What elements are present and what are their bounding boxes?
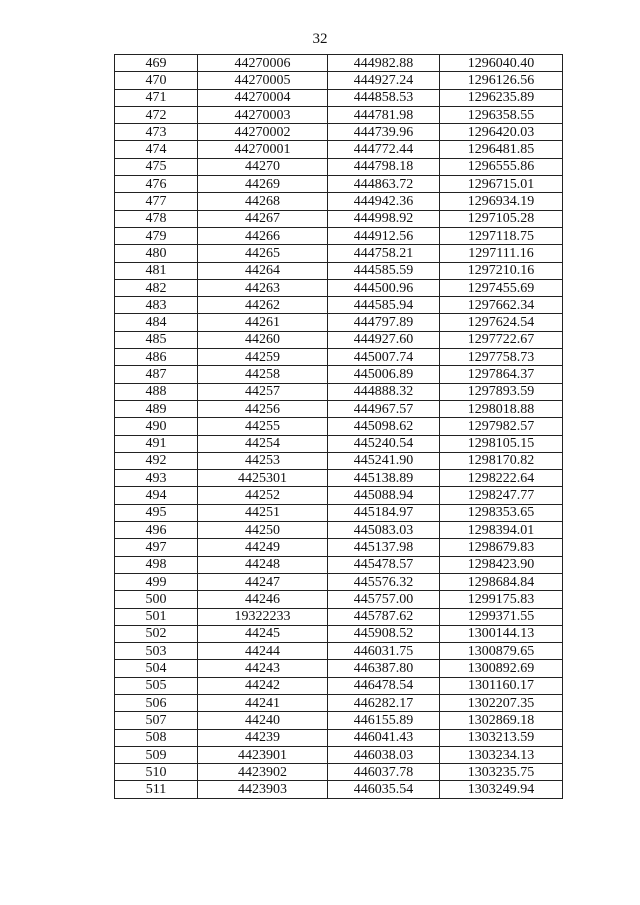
y-coordinate-cell: 1297455.69 [440, 279, 563, 296]
point-id-cell: 44239 [198, 729, 328, 746]
y-coordinate-cell: 1302869.18 [440, 712, 563, 729]
point-number-cell: 473 [115, 124, 198, 141]
table-row [115, 262, 563, 279]
table-row [115, 89, 563, 106]
x-coordinate-cell: 444927.60 [328, 331, 440, 348]
y-coordinate-cell: 1296420.03 [440, 124, 563, 141]
table-row [115, 279, 563, 296]
table-row [115, 297, 563, 314]
x-coordinate-cell: 446035.54 [328, 781, 440, 798]
y-coordinate-cell: 1298247.77 [440, 487, 563, 504]
point-number-cell: 509 [115, 746, 198, 763]
table-row [115, 331, 563, 348]
x-coordinate-cell: 444858.53 [328, 89, 440, 106]
point-number-cell: 506 [115, 694, 198, 711]
y-coordinate-cell: 1296555.86 [440, 158, 563, 175]
x-coordinate-cell: 445908.52 [328, 625, 440, 642]
point-id-cell: 44254 [198, 435, 328, 452]
point-id-cell: 44270001 [198, 141, 328, 158]
point-number-cell: 489 [115, 400, 198, 417]
y-coordinate-cell: 1296040.40 [440, 55, 563, 72]
point-id-cell: 44262 [198, 297, 328, 314]
coordinates-table [114, 54, 563, 799]
table-row [115, 141, 563, 158]
point-id-cell: 44253 [198, 452, 328, 469]
point-id-cell: 44244 [198, 643, 328, 660]
x-coordinate-cell: 446387.80 [328, 660, 440, 677]
x-coordinate-cell: 445137.98 [328, 539, 440, 556]
point-id-cell: 44270005 [198, 72, 328, 89]
point-id-cell: 44270003 [198, 106, 328, 123]
point-id-cell: 44267 [198, 210, 328, 227]
point-id-cell: 44248 [198, 556, 328, 573]
x-coordinate-cell: 444888.32 [328, 383, 440, 400]
table-row [115, 245, 563, 262]
table-row [115, 193, 563, 210]
table-row [115, 452, 563, 469]
point-number-cell: 482 [115, 279, 198, 296]
table-row [115, 418, 563, 435]
point-id-cell: 44264 [198, 262, 328, 279]
y-coordinate-cell: 1297662.34 [440, 297, 563, 314]
table-body [115, 55, 563, 799]
point-number-cell: 484 [115, 314, 198, 331]
x-coordinate-cell: 444585.94 [328, 297, 440, 314]
y-coordinate-cell: 1298018.88 [440, 400, 563, 417]
point-number-cell: 478 [115, 210, 198, 227]
point-number-cell: 479 [115, 227, 198, 244]
point-id-cell: 44249 [198, 539, 328, 556]
table-row [115, 643, 563, 660]
point-number-cell: 510 [115, 764, 198, 781]
table-row [115, 366, 563, 383]
point-id-cell: 4423901 [198, 746, 328, 763]
point-number-cell: 481 [115, 262, 198, 279]
table-row [115, 625, 563, 642]
point-id-cell: 44252 [198, 487, 328, 504]
x-coordinate-cell: 444772.44 [328, 141, 440, 158]
x-coordinate-cell: 445576.32 [328, 573, 440, 590]
y-coordinate-cell: 1296481.85 [440, 141, 563, 158]
x-coordinate-cell: 445184.97 [328, 504, 440, 521]
table-row [115, 383, 563, 400]
table-row [115, 556, 563, 573]
page-number: 32 [312, 31, 328, 47]
point-id-cell: 44258 [198, 366, 328, 383]
point-id-cell: 44256 [198, 400, 328, 417]
point-number-cell: 488 [115, 383, 198, 400]
x-coordinate-cell: 444798.18 [328, 158, 440, 175]
y-coordinate-cell: 1297105.28 [440, 210, 563, 227]
point-id-cell: 44268 [198, 193, 328, 210]
point-number-cell: 477 [115, 193, 198, 210]
point-number-cell: 474 [115, 141, 198, 158]
x-coordinate-cell: 445088.94 [328, 487, 440, 504]
point-number-cell: 497 [115, 539, 198, 556]
table-row [115, 55, 563, 72]
table-row [115, 435, 563, 452]
point-id-cell: 44243 [198, 660, 328, 677]
table-row [115, 573, 563, 590]
y-coordinate-cell: 1296126.56 [440, 72, 563, 89]
y-coordinate-cell: 1297111.16 [440, 245, 563, 262]
x-coordinate-cell: 444781.98 [328, 106, 440, 123]
x-coordinate-cell: 446037.78 [328, 764, 440, 781]
point-number-cell: 504 [115, 660, 198, 677]
point-id-cell: 44269 [198, 176, 328, 193]
table-row [115, 694, 563, 711]
table-row [115, 227, 563, 244]
point-id-cell: 44250 [198, 522, 328, 539]
x-coordinate-cell: 444912.56 [328, 227, 440, 244]
x-coordinate-cell: 444797.89 [328, 314, 440, 331]
y-coordinate-cell: 1296358.55 [440, 106, 563, 123]
x-coordinate-cell: 444998.92 [328, 210, 440, 227]
x-coordinate-cell: 446041.43 [328, 729, 440, 746]
y-coordinate-cell: 1298394.01 [440, 522, 563, 539]
point-id-cell: 44245 [198, 625, 328, 642]
x-coordinate-cell: 445478.57 [328, 556, 440, 573]
table-row [115, 314, 563, 331]
y-coordinate-cell: 1297118.75 [440, 227, 563, 244]
y-coordinate-cell: 1298222.64 [440, 470, 563, 487]
point-id-cell: 44263 [198, 279, 328, 296]
table-row [115, 400, 563, 417]
table-row [115, 764, 563, 781]
y-coordinate-cell: 1302207.35 [440, 694, 563, 711]
point-number-cell: 492 [115, 452, 198, 469]
point-number-cell: 502 [115, 625, 198, 642]
y-coordinate-cell: 1298105.15 [440, 435, 563, 452]
table-row [115, 106, 563, 123]
y-coordinate-cell: 1296934.19 [440, 193, 563, 210]
point-number-cell: 470 [115, 72, 198, 89]
point-id-cell: 44255 [198, 418, 328, 435]
y-coordinate-cell: 1303235.75 [440, 764, 563, 781]
point-id-cell: 44265 [198, 245, 328, 262]
y-coordinate-cell: 1303213.59 [440, 729, 563, 746]
table-row [115, 210, 563, 227]
table-row [115, 504, 563, 521]
y-coordinate-cell: 1301160.17 [440, 677, 563, 694]
point-number-cell: 491 [115, 435, 198, 452]
point-number-cell: 508 [115, 729, 198, 746]
y-coordinate-cell: 1300879.65 [440, 643, 563, 660]
y-coordinate-cell: 1298684.84 [440, 573, 563, 590]
x-coordinate-cell: 446478.54 [328, 677, 440, 694]
x-coordinate-cell: 445240.54 [328, 435, 440, 452]
x-coordinate-cell: 445083.03 [328, 522, 440, 539]
table-row [115, 712, 563, 729]
x-coordinate-cell: 445138.89 [328, 470, 440, 487]
point-id-cell: 44246 [198, 591, 328, 608]
x-coordinate-cell: 444967.57 [328, 400, 440, 417]
table-row [115, 539, 563, 556]
table-row [115, 124, 563, 141]
table-row [115, 660, 563, 677]
table-row [115, 746, 563, 763]
table-row [115, 729, 563, 746]
point-id-cell: 44270006 [198, 55, 328, 72]
point-number-cell: 507 [115, 712, 198, 729]
point-id-cell: 4423902 [198, 764, 328, 781]
table-row [115, 158, 563, 175]
x-coordinate-cell: 446031.75 [328, 643, 440, 660]
table-row [115, 72, 563, 89]
x-coordinate-cell: 444927.24 [328, 72, 440, 89]
point-number-cell: 493 [115, 470, 198, 487]
point-id-cell: 44270 [198, 158, 328, 175]
y-coordinate-cell: 1297864.37 [440, 366, 563, 383]
table-row [115, 522, 563, 539]
x-coordinate-cell: 444863.72 [328, 176, 440, 193]
x-coordinate-cell: 445098.62 [328, 418, 440, 435]
x-coordinate-cell: 446155.89 [328, 712, 440, 729]
y-coordinate-cell: 1297722.67 [440, 331, 563, 348]
x-coordinate-cell: 444982.88 [328, 55, 440, 72]
y-coordinate-cell: 1297210.16 [440, 262, 563, 279]
point-id-cell: 44240 [198, 712, 328, 729]
point-number-cell: 498 [115, 556, 198, 573]
point-id-cell: 44261 [198, 314, 328, 331]
y-coordinate-cell: 1303249.94 [440, 781, 563, 798]
point-number-cell: 499 [115, 573, 198, 590]
point-id-cell: 44259 [198, 349, 328, 366]
point-number-cell: 480 [115, 245, 198, 262]
point-number-cell: 496 [115, 522, 198, 539]
y-coordinate-cell: 1296715.01 [440, 176, 563, 193]
point-id-cell: 44242 [198, 677, 328, 694]
y-coordinate-cell: 1296235.89 [440, 89, 563, 106]
x-coordinate-cell: 444500.96 [328, 279, 440, 296]
point-id-cell: 44257 [198, 383, 328, 400]
table-row [115, 470, 563, 487]
point-id-cell: 44260 [198, 331, 328, 348]
x-coordinate-cell: 445787.62 [328, 608, 440, 625]
x-coordinate-cell: 445006.89 [328, 366, 440, 383]
point-id-cell: 44241 [198, 694, 328, 711]
x-coordinate-cell: 444942.36 [328, 193, 440, 210]
y-coordinate-cell: 1297893.59 [440, 383, 563, 400]
point-id-cell: 44251 [198, 504, 328, 521]
y-coordinate-cell: 1298170.82 [440, 452, 563, 469]
y-coordinate-cell: 1299175.83 [440, 591, 563, 608]
point-id-cell: 4425301 [198, 470, 328, 487]
point-number-cell: 475 [115, 158, 198, 175]
point-number-cell: 503 [115, 643, 198, 660]
point-id-cell: 4423903 [198, 781, 328, 798]
table-row [115, 781, 563, 798]
point-number-cell: 511 [115, 781, 198, 798]
point-number-cell: 476 [115, 176, 198, 193]
point-number-cell: 490 [115, 418, 198, 435]
y-coordinate-cell: 1298423.90 [440, 556, 563, 573]
x-coordinate-cell: 444739.96 [328, 124, 440, 141]
point-number-cell: 471 [115, 89, 198, 106]
point-number-cell: 486 [115, 349, 198, 366]
point-id-cell: 44266 [198, 227, 328, 244]
point-number-cell: 501 [115, 608, 198, 625]
y-coordinate-cell: 1303234.13 [440, 746, 563, 763]
y-coordinate-cell: 1299371.55 [440, 608, 563, 625]
point-id-cell: 44247 [198, 573, 328, 590]
x-coordinate-cell: 445007.74 [328, 349, 440, 366]
point-number-cell: 505 [115, 677, 198, 694]
table-row [115, 176, 563, 193]
x-coordinate-cell: 446038.03 [328, 746, 440, 763]
y-coordinate-cell: 1297624.54 [440, 314, 563, 331]
table-row [115, 349, 563, 366]
y-coordinate-cell: 1297982.57 [440, 418, 563, 435]
point-number-cell: 483 [115, 297, 198, 314]
x-coordinate-cell: 445757.00 [328, 591, 440, 608]
y-coordinate-cell: 1300144.13 [440, 625, 563, 642]
y-coordinate-cell: 1298353.65 [440, 504, 563, 521]
point-number-cell: 495 [115, 504, 198, 521]
x-coordinate-cell: 445241.90 [328, 452, 440, 469]
point-number-cell: 494 [115, 487, 198, 504]
point-number-cell: 469 [115, 55, 198, 72]
point-number-cell: 500 [115, 591, 198, 608]
y-coordinate-cell: 1297758.73 [440, 349, 563, 366]
point-number-cell: 487 [115, 366, 198, 383]
table-row [115, 608, 563, 625]
table-row [115, 487, 563, 504]
point-id-cell: 44270002 [198, 124, 328, 141]
y-coordinate-cell: 1300892.69 [440, 660, 563, 677]
y-coordinate-cell: 1298679.83 [440, 539, 563, 556]
x-coordinate-cell: 444585.59 [328, 262, 440, 279]
point-number-cell: 472 [115, 106, 198, 123]
point-id-cell: 19322233 [198, 608, 328, 625]
point-id-cell: 44270004 [198, 89, 328, 106]
table-row [115, 591, 563, 608]
table-row [115, 677, 563, 694]
x-coordinate-cell: 444758.21 [328, 245, 440, 262]
point-number-cell: 485 [115, 331, 198, 348]
x-coordinate-cell: 446282.17 [328, 694, 440, 711]
